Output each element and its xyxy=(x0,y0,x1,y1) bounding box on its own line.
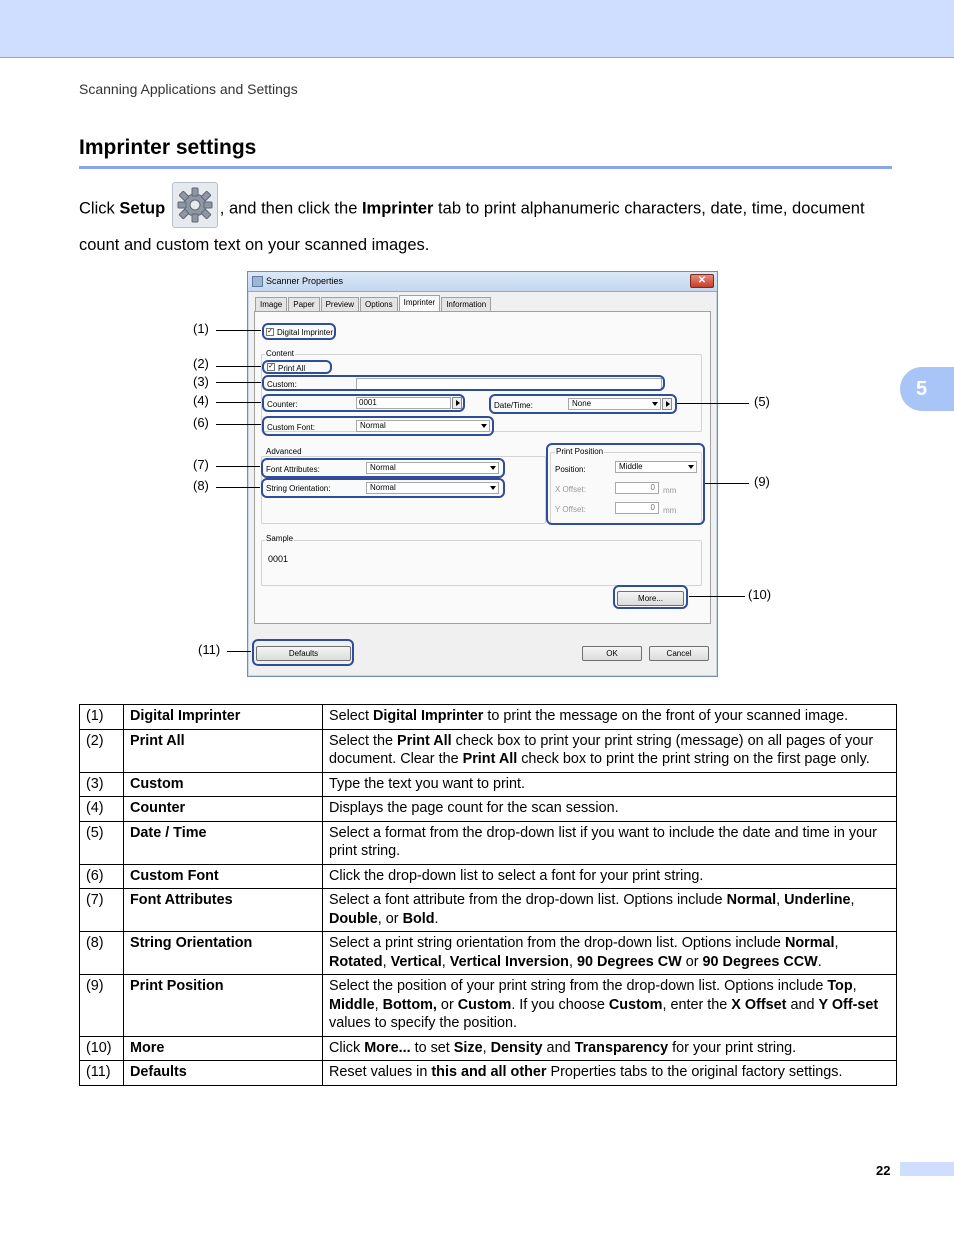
setting-description xyxy=(323,975,897,1037)
digital-imprinter-label: Digital Imprinter xyxy=(277,328,334,337)
tab-preview[interactable]: Preview xyxy=(321,297,359,311)
position-label: Position: xyxy=(555,465,586,474)
callout-box-8 xyxy=(261,478,505,498)
setting-name: Font Attributes xyxy=(124,889,323,932)
description-text: check box to print the print string on the first page only. xyxy=(517,751,870,767)
advanced-group-title: Advanced xyxy=(266,447,302,456)
description-term: Top xyxy=(827,978,853,994)
callout-label-11: (11) xyxy=(198,642,221,657)
description-text: values to specify the position. xyxy=(329,1015,517,1031)
setting-name: Date / Time xyxy=(124,821,323,864)
tab-imprinter[interactable]: Imprinter xyxy=(399,295,441,311)
description-text: , xyxy=(382,953,391,970)
setting-name: Digital Imprinter xyxy=(124,705,323,730)
description-text: , xyxy=(776,892,785,908)
setting-description xyxy=(323,797,897,822)
description-text: Properties tabs to the original factory settings. xyxy=(546,1064,843,1080)
callout-leader-6 xyxy=(216,424,261,425)
description-term: Density xyxy=(490,1039,543,1056)
callout-leader-8 xyxy=(216,487,260,488)
setting-description xyxy=(323,932,897,975)
callout-box-7 xyxy=(261,458,505,478)
callout-label-7: (7) xyxy=(193,457,209,472)
description-term: X Offset xyxy=(731,996,787,1013)
chapter-tab: 5 xyxy=(900,367,954,411)
table-row xyxy=(80,1036,897,1061)
description-text: Select xyxy=(329,708,373,724)
callout-label-3: (3) xyxy=(193,374,209,389)
close-icon[interactable]: ✕ xyxy=(690,274,714,288)
callout-box-4 xyxy=(262,394,465,412)
callout-box-5 xyxy=(489,394,677,414)
description-term: Print All xyxy=(462,751,518,767)
callout-label-5: (5) xyxy=(754,394,770,409)
description-text: Select the position of your print string from the drop-down list. Options include xyxy=(329,978,828,994)
font-attributes-label: Font Attributes: xyxy=(266,465,320,474)
row-number: (8) xyxy=(80,932,124,975)
header-band xyxy=(0,0,954,58)
callout-box-3 xyxy=(262,375,665,391)
tab-options[interactable]: Options xyxy=(360,297,398,311)
callout-leader-3 xyxy=(216,382,261,383)
description-term: Transparency xyxy=(574,1039,669,1056)
callout-label-10: (10) xyxy=(748,587,772,602)
sample-preview: 0001 xyxy=(268,554,289,564)
callout-box-10 xyxy=(613,585,688,609)
table-row xyxy=(80,772,897,797)
content-group-title: Content xyxy=(266,349,295,358)
description-text: Reset values in xyxy=(329,1064,432,1080)
description-text: , xyxy=(374,996,383,1013)
table-row xyxy=(80,864,897,889)
description-text: Select a print string orientation from the drop-down list. Options include xyxy=(329,935,785,951)
y-offset-label: Y Offset: xyxy=(555,505,586,514)
imprinter-term: Imprinter xyxy=(361,199,434,218)
setting-description xyxy=(323,729,897,772)
x-offset-label: X Offset: xyxy=(555,485,586,494)
setting-description xyxy=(323,772,897,797)
row-number: (2) xyxy=(80,729,124,772)
setup-term: Setup xyxy=(119,199,166,218)
x-offset-unit: mm xyxy=(663,486,677,495)
table-row xyxy=(80,889,897,932)
description-text: Type the text you want to print. xyxy=(329,775,525,792)
callout-box-6 xyxy=(262,416,494,436)
description-text: , xyxy=(568,953,577,970)
row-number: (5) xyxy=(80,821,124,864)
row-number: (11) xyxy=(80,1061,124,1086)
description-text: or xyxy=(436,996,458,1013)
description-text: , xyxy=(441,953,450,970)
description-term: Bottom, xyxy=(382,996,437,1013)
setting-name: Custom Font xyxy=(124,864,323,889)
custom-label: Custom: xyxy=(267,380,297,389)
callout-leader-9 xyxy=(705,483,749,484)
description-term: Y Off-set xyxy=(818,996,879,1013)
string-orientation-label: String Orientation: xyxy=(266,484,331,493)
setting-name: Counter xyxy=(124,797,323,822)
row-number: (7) xyxy=(80,889,124,932)
description-text: Click xyxy=(329,1039,365,1056)
y-offset-unit: mm xyxy=(663,506,677,515)
description-text: Select a font attribute from the drop-down list. Options include xyxy=(329,892,727,908)
tab-information[interactable]: Information xyxy=(441,297,491,311)
settings-table xyxy=(79,704,897,1086)
title-rule xyxy=(79,166,892,169)
callout-leader-4 xyxy=(216,402,261,403)
callout-label-2: (2) xyxy=(193,356,209,371)
row-number: (3) xyxy=(80,772,124,797)
callout-label-1: (1) xyxy=(193,321,209,336)
intro-text: tab to print alphanumeric characters, date, time, document count and custom text on your scanned images. xyxy=(79,199,865,254)
table-row xyxy=(80,797,897,822)
description-text: and xyxy=(542,1039,575,1056)
running-header: Scanning Applications and Settings xyxy=(79,81,298,97)
setting-description xyxy=(323,864,897,889)
callout-label-8: (8) xyxy=(193,478,209,493)
digital-imprinter-checkbox[interactable]: ✓ xyxy=(267,328,273,335)
description-term: Normal xyxy=(726,892,777,908)
setting-name: Print All xyxy=(124,729,323,772)
callout-leader-1 xyxy=(216,330,261,331)
callout-label-9: (9) xyxy=(754,474,770,489)
callout-leader-7 xyxy=(216,466,260,467)
description-term: 90 Degrees CCW xyxy=(702,953,818,970)
page-number: 22 xyxy=(876,1163,891,1178)
section-title: Imprinter settings xyxy=(79,136,257,159)
cancel-button[interactable]: Cancel xyxy=(649,646,709,661)
sample-group xyxy=(261,540,702,586)
ok-button[interactable]: OK xyxy=(582,646,642,661)
description-text: or xyxy=(681,953,703,970)
table-row xyxy=(80,975,897,1037)
dialog-title: Scanner Properties xyxy=(266,276,344,286)
description-text: Select a format from the drop-down list if you want to include the date and time in your print string. xyxy=(329,824,877,859)
custom-font-value: Normal xyxy=(360,421,386,430)
print-position-group-title: Print Position xyxy=(556,447,604,456)
description-text: , xyxy=(850,892,855,908)
setting-name: Custom xyxy=(124,772,323,797)
counter-field[interactable]: 0001 xyxy=(356,397,451,409)
description-term: Vertical Inversion xyxy=(449,953,569,970)
print-all-checkbox[interactable]: ✓ xyxy=(268,363,274,370)
setting-description xyxy=(323,1036,897,1061)
setting-name: Defaults xyxy=(124,1061,323,1086)
description-text: Click the drop-down list to select a font for your print string. xyxy=(329,867,704,884)
setting-name: String Orientation xyxy=(124,932,323,975)
setting-description xyxy=(323,705,897,730)
date-time-label: Date/Time: xyxy=(494,401,533,410)
table-row xyxy=(80,1061,897,1086)
font-attributes-value: Normal xyxy=(370,463,396,472)
callout-leader-5 xyxy=(677,403,749,404)
callout-box-2 xyxy=(262,360,332,374)
callout-label-6: (6) xyxy=(193,415,209,430)
page-footer-tab xyxy=(900,1162,954,1176)
gear-icon xyxy=(172,182,218,228)
table-row xyxy=(80,705,897,730)
dialog-tabs xyxy=(255,296,492,311)
setting-description xyxy=(323,821,897,864)
callout-box-9 xyxy=(546,443,705,525)
description-text: , enter the xyxy=(662,996,732,1013)
description-term: this and all other xyxy=(431,1064,547,1080)
description-term: Bold xyxy=(402,910,435,927)
more-button[interactable]: More... xyxy=(617,591,684,606)
scanner-app-icon xyxy=(252,276,263,287)
date-time-value: None xyxy=(572,399,592,408)
description-text: . xyxy=(434,910,439,927)
description-text: , or xyxy=(377,910,403,927)
description-text: for your print string. xyxy=(668,1039,797,1056)
callout-box-1 xyxy=(262,323,336,340)
description-text: to set xyxy=(410,1039,454,1056)
sample-group-title: Sample xyxy=(266,534,294,543)
table-row xyxy=(80,821,897,864)
row-number: (4) xyxy=(80,797,124,822)
callout-label-4: (4) xyxy=(193,393,209,408)
description-text: , xyxy=(852,978,857,994)
description-text: and xyxy=(786,996,819,1013)
description-text: Displays the page count for the scan session. xyxy=(329,800,619,816)
table-row xyxy=(80,932,897,975)
defaults-button[interactable]: Defaults xyxy=(256,646,351,661)
description-text: Select the xyxy=(329,732,397,749)
description-term: Vertical xyxy=(390,953,442,970)
description-term: Middle xyxy=(329,996,375,1013)
description-term: More... xyxy=(364,1039,411,1056)
counter-label: Counter: xyxy=(267,400,298,409)
row-number: (6) xyxy=(80,864,124,889)
intro-paragraph xyxy=(79,190,894,263)
description-term: Custom xyxy=(457,996,512,1013)
y-offset-field[interactable]: 0 xyxy=(615,502,659,514)
setting-name: Print Position xyxy=(124,975,323,1037)
description-text: , xyxy=(834,935,839,951)
description-term: Custom xyxy=(608,996,663,1013)
position-value: Middle xyxy=(619,462,643,471)
callout-leader-2 xyxy=(216,366,261,367)
custom-font-label: Custom Font: xyxy=(267,423,316,432)
callout-leader-11 xyxy=(227,651,251,652)
description-term: Normal xyxy=(784,935,835,951)
callout-leader-10 xyxy=(689,596,745,597)
setting-description xyxy=(323,889,897,932)
description-text: . xyxy=(817,953,822,970)
description-text: , xyxy=(482,1039,491,1056)
description-term: Digital Imprinter xyxy=(373,708,484,724)
intro-text: , and then click the xyxy=(219,199,362,218)
tab-paper[interactable]: Paper xyxy=(288,297,319,311)
x-offset-field[interactable]: 0 xyxy=(615,482,659,494)
intro-text: Click xyxy=(79,199,120,218)
description-term: 90 Degrees CW xyxy=(576,953,682,970)
setting-description xyxy=(323,1061,897,1086)
row-number: (9) xyxy=(80,975,124,1037)
callout-box-11 xyxy=(252,639,354,666)
print-all-label: Print All xyxy=(278,364,306,373)
string-orientation-value: Normal xyxy=(370,483,396,492)
description-text: to print the message on the front of your scanned image. xyxy=(483,708,849,724)
setting-name: More xyxy=(124,1036,323,1061)
row-number: (1) xyxy=(80,705,124,730)
scanner-properties-dialog xyxy=(247,271,718,677)
tab-image[interactable]: Image xyxy=(255,297,287,311)
description-text: . If you choose xyxy=(511,996,609,1013)
description-term: Rotated xyxy=(329,953,383,970)
description-term: Underline xyxy=(784,892,851,908)
description-term: Double xyxy=(329,910,378,927)
description-term: Print All xyxy=(397,732,452,749)
description-text: check box to print your print string (message) on all pages of your document. Clear the xyxy=(329,732,874,767)
dialog-titlebar xyxy=(248,272,717,292)
table-row xyxy=(80,729,897,772)
row-number: (10) xyxy=(80,1036,124,1061)
description-term: Size xyxy=(453,1039,483,1056)
